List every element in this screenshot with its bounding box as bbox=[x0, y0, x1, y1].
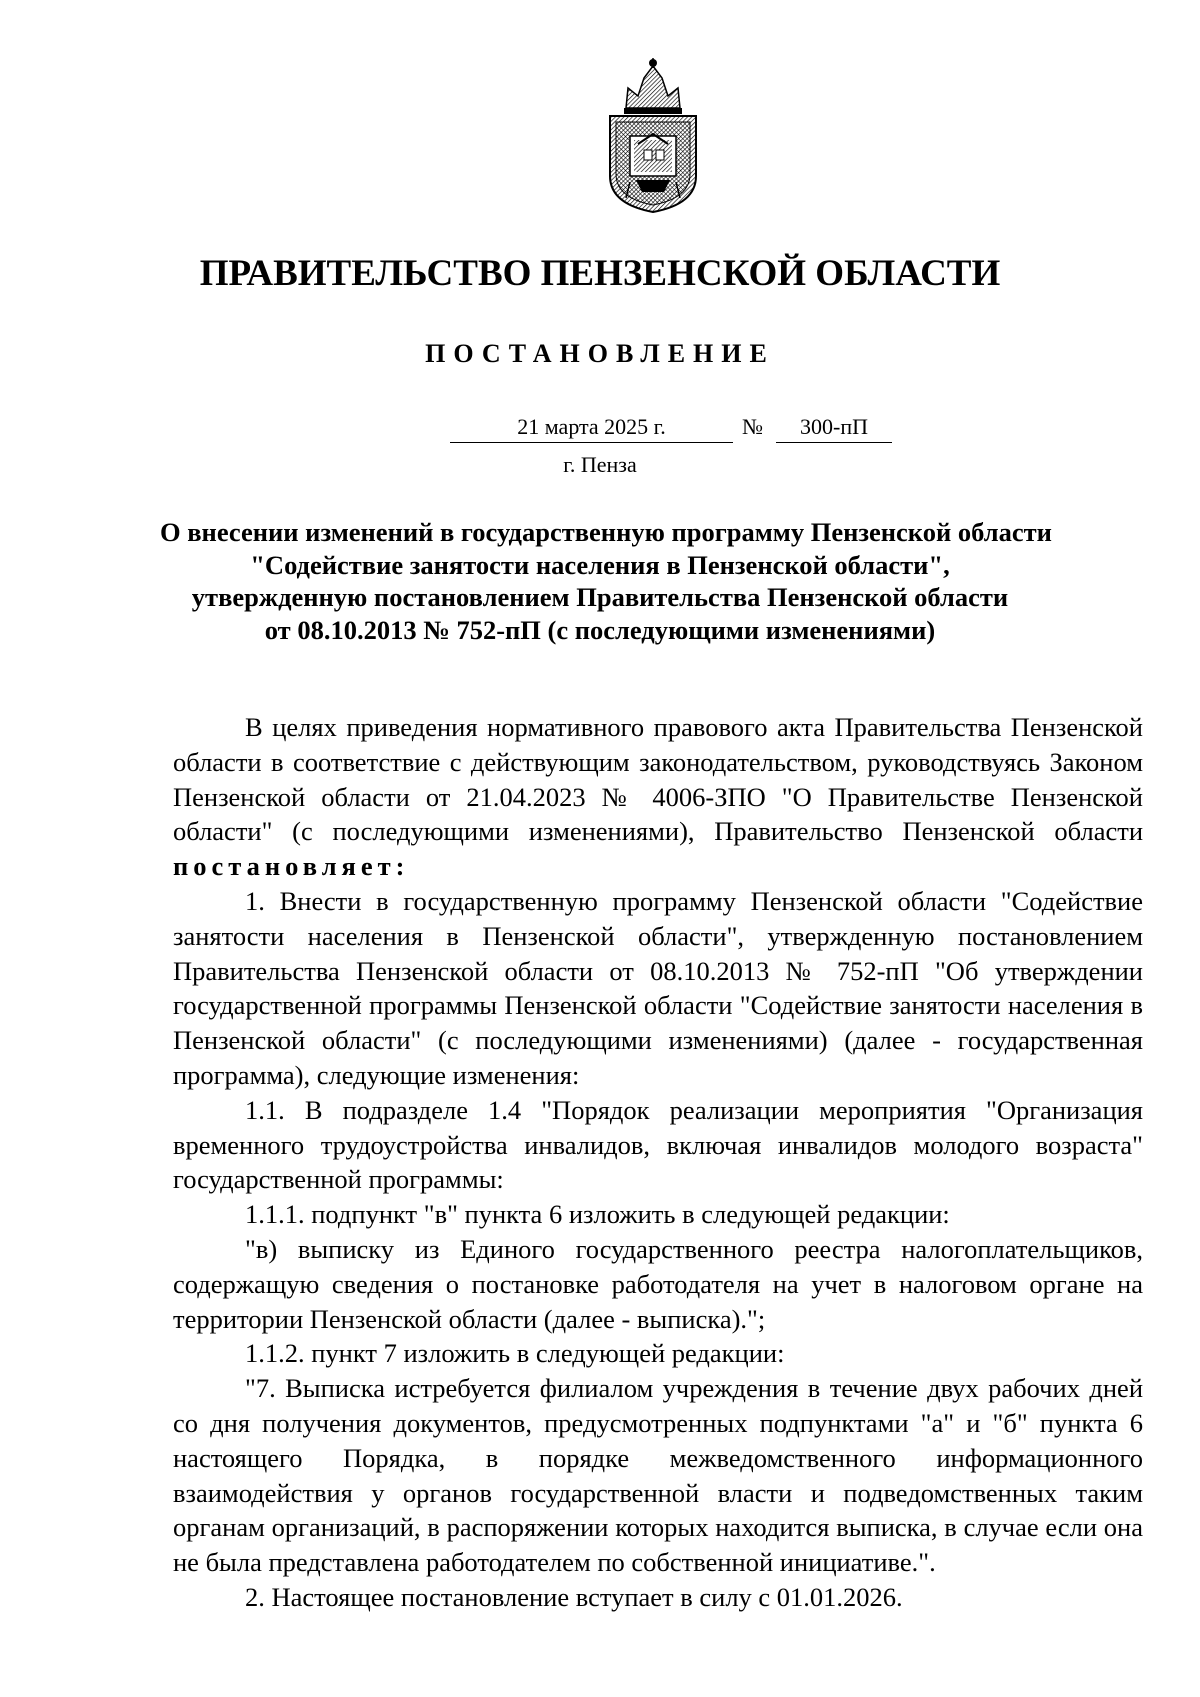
paragraph-1: 1. Внести в государственную программу Пензенской области "Содействие занятости населения в Пензенской области", утвержденную постановлением Правительства Пензенской области от 08.10.2013 № 752-пП "Об утверждении государственной программы Пензенской области "Содействие занятости населения в Пензенской области" (с последующими изменениями) (далее - государственная программа), следующие изменения: bbox=[173, 885, 1143, 1090]
government-title: ПРАВИТЕЛЬСТВО ПЕНЗЕНСКОЙ ОБЛАСТИ bbox=[199, 253, 1001, 294]
heading-line: О внесении изменений в государственную программу Пензенской области bbox=[160, 517, 1052, 547]
document-body bbox=[173, 710, 1143, 1615]
paragraph-1-1-1: 1.1.1. подпункт "в" пункта 6 изложить в следующей редакции: bbox=[245, 1199, 950, 1230]
document-date: 21 марта 2025 г. bbox=[450, 412, 733, 443]
document-number: 300-пП bbox=[776, 412, 892, 443]
paragraph-1-1-1-text: "в) выписку из Единого государственного реестра налогоплательщиков, содержащую сведения о постановке работодателя на учет в налоговом органе на территории Пензенской области (далее - выписка)."; bbox=[173, 1233, 1143, 1334]
heading-line: "Содействие занятости населения в Пензенской области", bbox=[250, 549, 950, 580]
heading-line: от 08.10.2013 № 752-пП (с последующими изменениями) bbox=[264, 614, 936, 645]
paragraph-2: 2. Настоящее постановление вступает в силу с 01.01.2026. bbox=[245, 1581, 903, 1612]
document-heading bbox=[160, 516, 1052, 646]
document-type: ПОСТАНОВЛЕНИЕ bbox=[425, 339, 775, 368]
coat-of-arms-icon bbox=[606, 58, 700, 214]
paragraph-1-1: 1.1. В подразделе 1.4 "Порядок реализации мероприятия "Организация временного трудоустройства инвалидов, включая инвалидов молодого возраста" государственной программы: bbox=[173, 1094, 1143, 1195]
number-sign: № bbox=[742, 414, 763, 439]
heading-line: утвержденную постановлением Правительства Пензенской области bbox=[191, 582, 1009, 612]
document-city: г. Пенза bbox=[563, 452, 637, 477]
paragraph-1-1-2-text: "7. Выписка истребуется филиалом учреждения в течение двух рабочих дней со дня получения документов, предусмотренных подпунктами "а" и "б" пункта 6 настоящего Порядка, в порядке межведомственного информационного взаимодействия у органов государственной власти и подведомственных таким органам организаций, в распоряжении которых находится выписка, в случае если она не была представлена работодателем по собственной инициативе.". bbox=[173, 1373, 1143, 1578]
paragraph-1-1-2: 1.1.2. пункт 7 изложить в следующей редакции: bbox=[245, 1338, 785, 1369]
preamble-text: В целях приведения нормативного правового акта Правительства Пензенской области в соответствие с действующим законодательством, руководствуясь Законом Пензенской области от 21.04.2023 № 4006-ЗПО "О Правительстве Пензенской области" (с последующими изменениями), Правительство Пензенской области bbox=[173, 712, 1143, 847]
resolves-word: постановляет: bbox=[173, 851, 410, 882]
preamble-paragraph bbox=[173, 710, 1143, 884]
